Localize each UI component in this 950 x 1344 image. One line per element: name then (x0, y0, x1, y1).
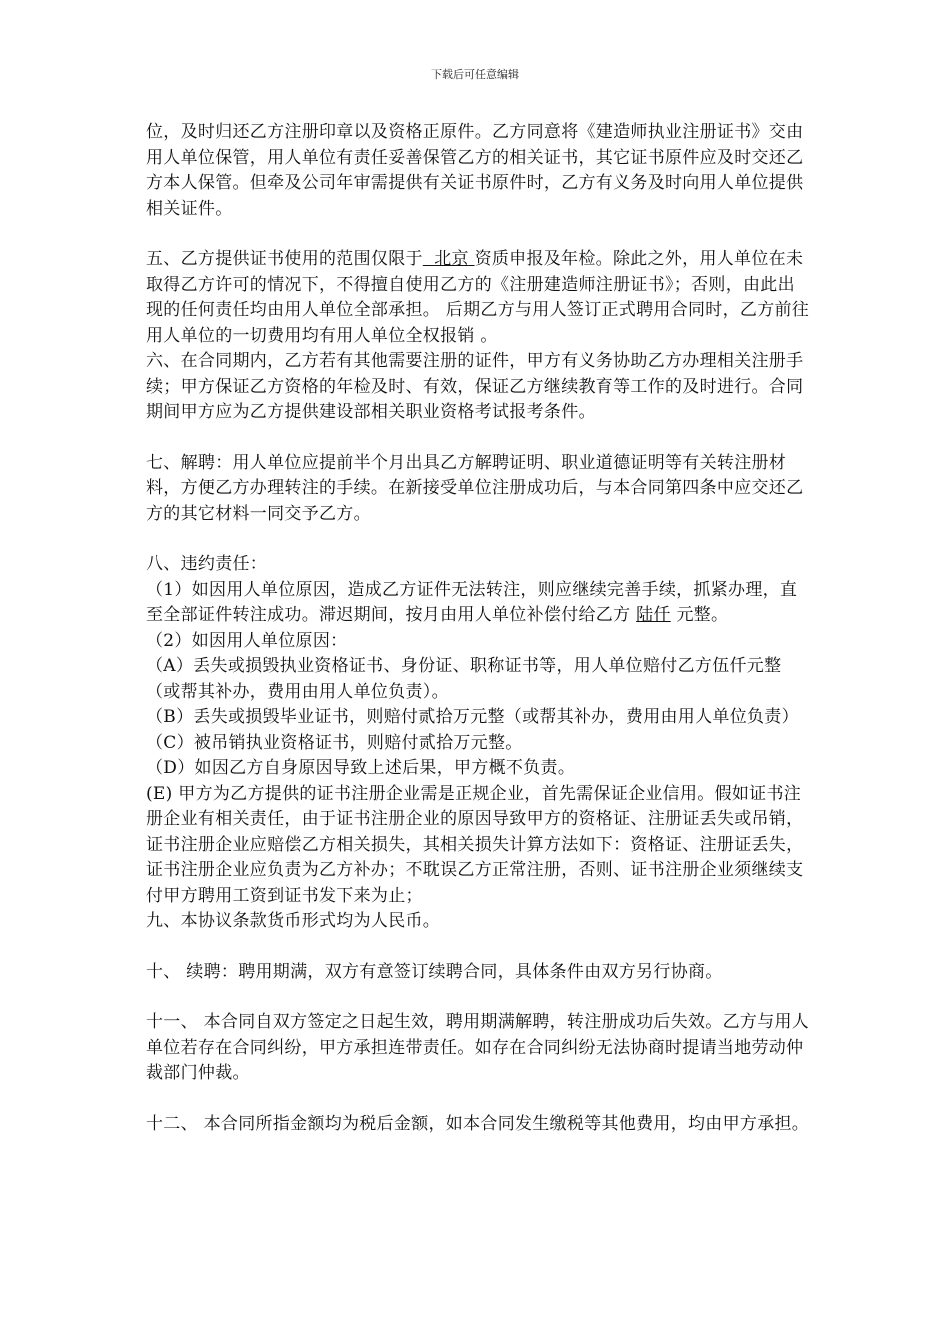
paragraph-clause-12: 十二、 本合同所指金额均为税后金额，如本合同发生缴税等其他费用，均由甲方承担。 (146, 1113, 810, 1134)
paragraph-clause-8-a: （A）丢失或损毁执业资格证书、身份证、职称证书等，用人单位赔付乙方伍仟元整（或帮其补办，费用由用人单位负责）。 (146, 656, 782, 702)
paragraph-clause-8-2: （2）如因用人单位原因： (146, 630, 348, 651)
paragraph-clause-8-b: （B）丢失或损毁毕业证书，则赔付贰拾万元整（或帮其补办，费用由用人单位负责） (146, 707, 799, 727)
paragraph-clause-6: 六、在合同期内，乙方若有其他需要注册的证件，甲方有义务协助乙方办理相关注册手续；甲方保证乙方资格的年检及时、有效，保证乙方继续教育等工作的及时进行。合同期间甲方应为乙方提供建设部相关职业资格考试报考条件。 (146, 351, 804, 422)
paragraph-clause-11: 十一、 本合同自双方签定之日起生效，聘用期满解聘，转注册成功后失效。乙方与用人单位若存在合同纠纷，甲方承担连带责任。如存在合同纠纷无法协商时提请当地劳动仲裁部门仲裁。 (146, 1012, 810, 1083)
paragraph-clause-7: 七、解聘：用人单位应提前半个月出具乙方解聘证明、职业道德证明等有关转注册材料，方便乙方办理转注的手续。在新接受单位注册成功后，与本合同第四条中应交还乙方的其它材料一同交予乙方。 (146, 452, 804, 524)
clause-5-text-a: 五、乙方提供证书使用的范围仅限于 (146, 249, 423, 269)
clause-8-1-amount: 陆仟 (636, 605, 671, 625)
paragraph-certificate-custody: 位，及时归还乙方注册印章以及资格正原件。乙方同意将《建造师执业注册证书》交由用人单位保管，用人单位有责任妥善保管乙方的相关证书，其它证书原件应及时交还乙方本人保管。但牵及公司年审需提供有关证书原件时，乙方有义务及时向用人单位提供相关证件。 (146, 122, 804, 219)
clause-5-text-b: 资质申报及年检。除此之外，用人单位在未取得乙方许可的情况下，不得擅自使用乙方的《注册建造师注册证书》；否则，由此出现的任何责任均由用人单位全部承担。 后期乙方与用人签订正式聘用合同时，乙方前往用人单位的一切费用均有用人单位全权报销 。 (146, 249, 810, 346)
paragraph-clause-8-title: 八、违约责任： (146, 554, 268, 574)
paragraph-clause-8-d: （D）如因乙方自身原因导致上述后果，甲方概不负责。 (146, 758, 576, 778)
clause-8-1-text-b: 元整。 (676, 605, 729, 625)
paragraph-clause-10: 十、 续聘：聘用期满，双方有意签订续聘合同，具体条件由双方另行协商。 (146, 961, 723, 982)
clause-8-1-text-a: （1）如因用人单位原因，造成乙方证件无法转注，则应继续完善手续，抓紧办理，直至全部证件转注成功。滞迟期间，按月由用人单位补偿付给乙方 (146, 579, 798, 625)
document-body (146, 120, 810, 1137)
paragraph-clause-8-c: （C）被吊销执业资格证书，则赔付贰拾万元整。 (146, 732, 523, 753)
paragraph-clause-5 (146, 247, 810, 349)
paragraph-clause-9: 九、本协议条款货币形式均为人民币。 (146, 911, 441, 931)
clause-5-city: 北京 (434, 249, 469, 269)
paragraph-clause-8-e: (E) 甲方为乙方提供的证书注册企业需是正规企业，首先需保证企业信用。假如证书注册企业有相关责任，由于证书注册企业的原因导致甲方的资格证、注册证丢失或吊销，证书注册企业应赔偿乙方相关损失，其相关损失计算方法如下：资格证、注册证丢失，证书注册企业应负责为乙方补办；不耽误乙方正常注册，否则、证书注册企业须继续支付甲方聘用工资到证书发下来为止； (146, 783, 804, 906)
paragraph-clause-8-1 (146, 578, 810, 629)
page-header: 下载后可任意编辑 (431, 68, 519, 81)
